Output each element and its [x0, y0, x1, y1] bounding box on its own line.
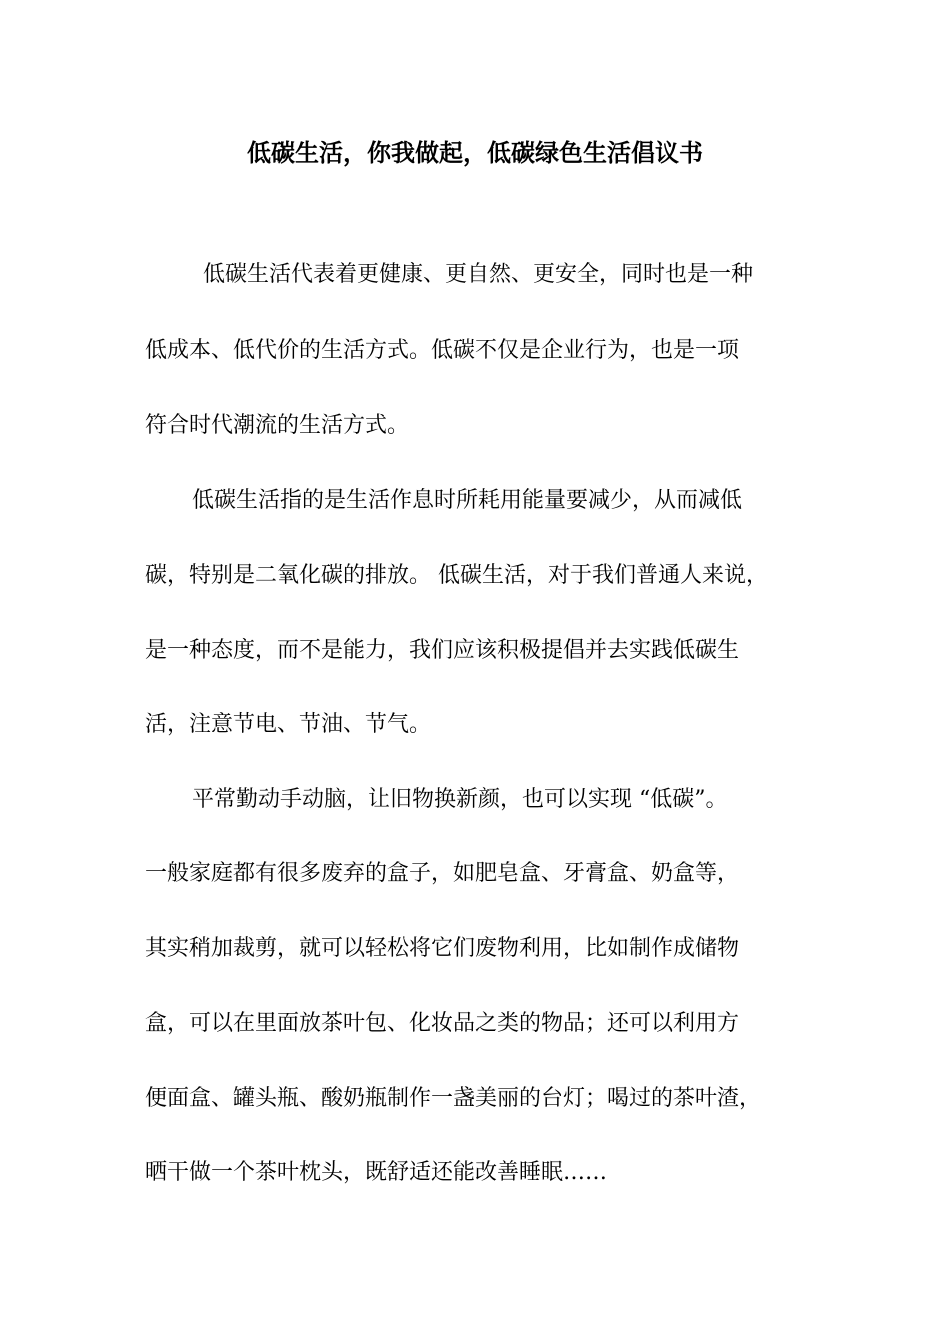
paragraph-2-line-3: 是一种态度，而不是能力，我们应该积极提倡并去实践低碳生: [145, 638, 740, 663]
paragraph-1-line-3: 符合时代潮流的生活方式。: [145, 413, 410, 438]
paragraph-1-line-1: 低碳生活代表着更健康、更自然、更安全，同时也是一种: [203, 262, 754, 287]
paragraph-2-line-1: 低碳生活指的是生活作息时所耗用能量要减少，从而减低: [192, 488, 743, 513]
paragraph-2-line-4: 活，注意节电、节油、节气。: [145, 712, 432, 737]
paragraph-3-line-6: 晒干做一个茶叶枕头，既舒适还能改善睡眠……: [145, 1160, 608, 1185]
paragraph-2-line-2: 碳，特别是二氧化碳的排放。 低碳生活，对于我们普通人来说，: [145, 563, 768, 588]
paragraph-3-line-2: 一般家庭都有很多废弃的盒子，如肥皂盒、牙膏盒、奶盒等，: [145, 861, 740, 886]
paragraph-1-line-2: 低成本、低代价的生活方式。低碳不仅是企业行为，也是一项: [145, 338, 740, 363]
paragraph-3-line-3: 其实稍加裁剪，就可以轻松将它们废物利用，比如制作成储物: [145, 936, 740, 961]
document-title: 低碳生活，你我做起，低碳绿色生活倡议书: [247, 138, 703, 167]
paragraph-3-line-1: 平常勤动手动脑，让旧物换新颜，也可以实现 “低碳”。: [192, 787, 728, 812]
paragraph-3-line-5: 便面盒、罐头瓶、酸奶瓶制作一盏美丽的台灯；喝过的茶叶渣，: [145, 1086, 762, 1111]
paragraph-3-line-4: 盒，可以在里面放茶叶包、化妆品之类的物品；还可以利用方: [145, 1011, 740, 1036]
